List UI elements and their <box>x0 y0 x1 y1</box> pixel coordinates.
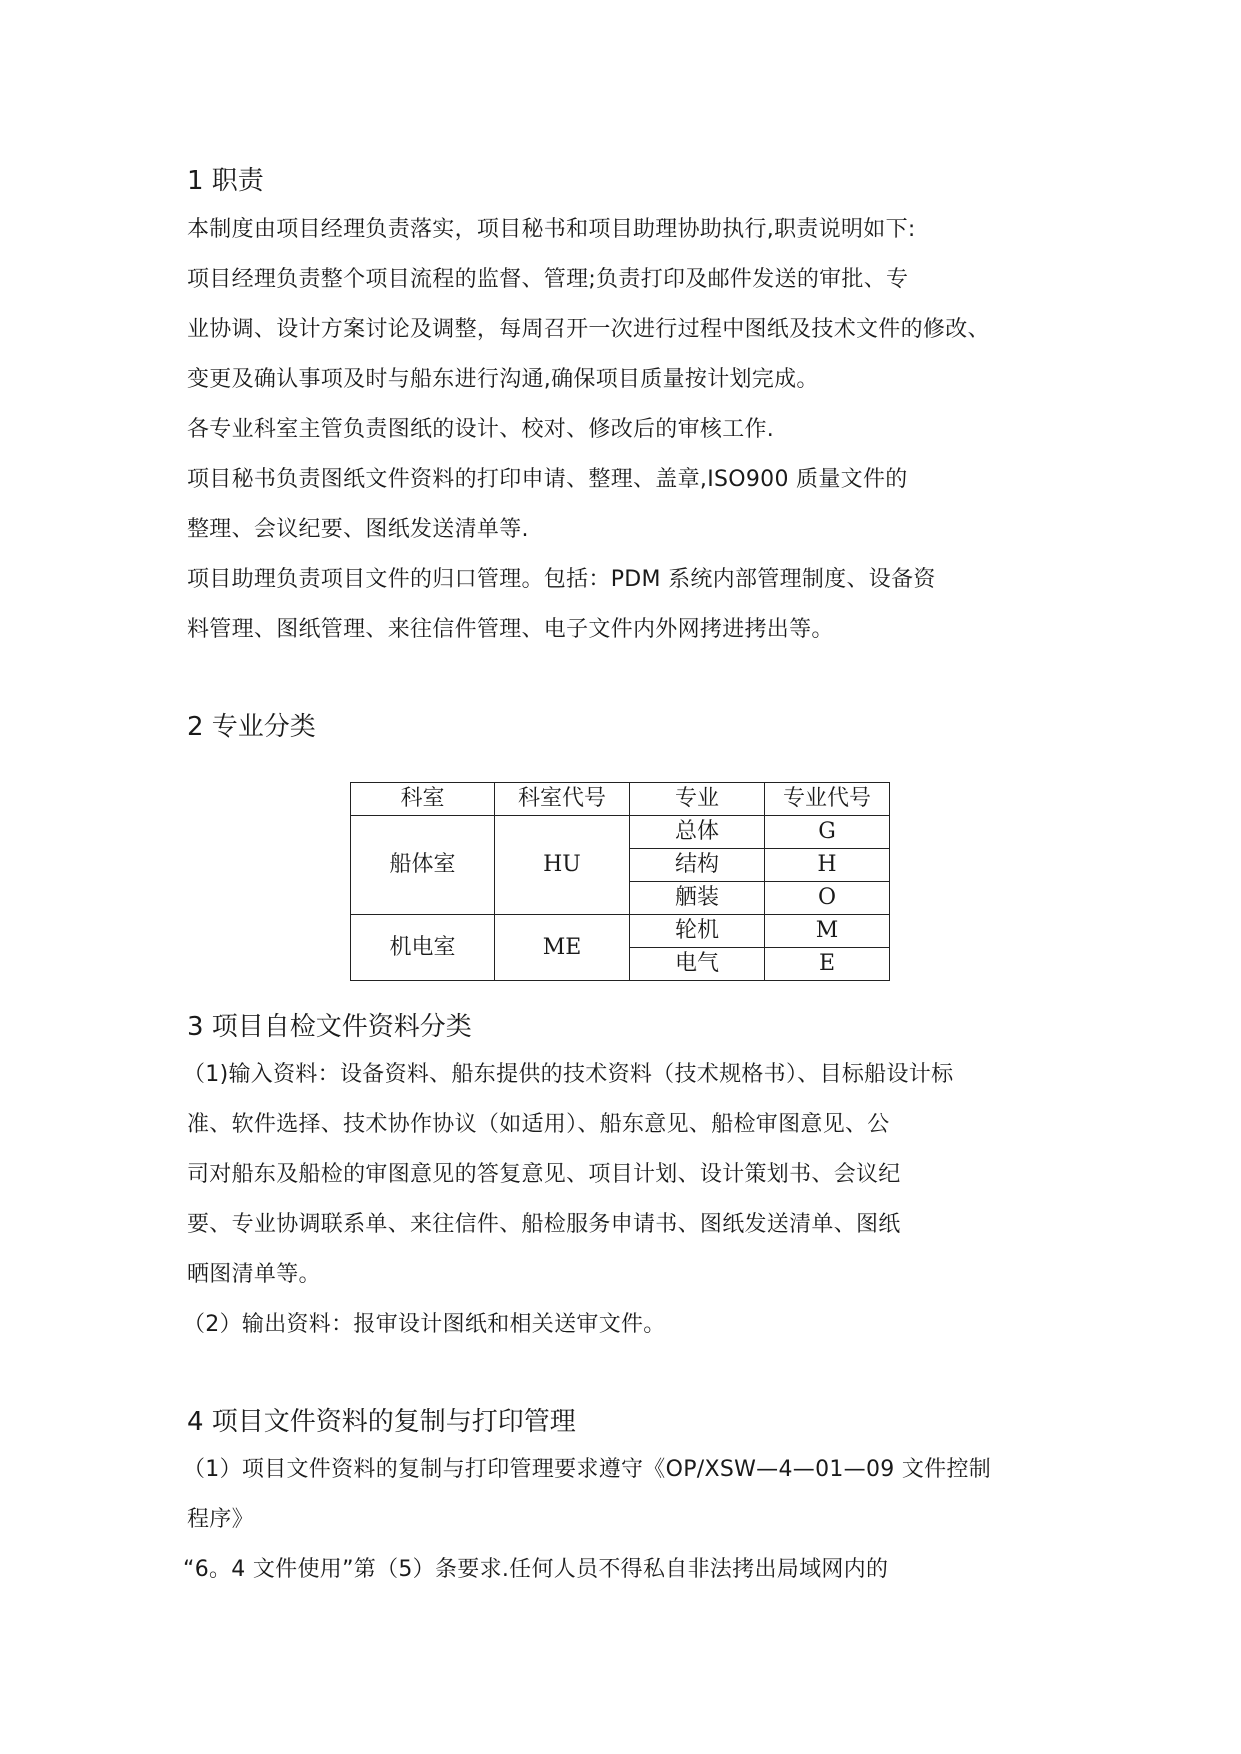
section-1-line: 整理、会议纪要、图纸发送清单等. <box>187 517 529 542</box>
table-header-cell: 专业 <box>630 783 765 816</box>
major-cell: 总体 <box>630 816 765 849</box>
dept-code-cell: HU <box>495 816 630 915</box>
table-row <box>351 816 890 849</box>
major-cell: 舾装 <box>630 882 765 915</box>
table-header-cell: 科室代号 <box>495 783 630 816</box>
section-3-line: （1)输入资料：设备资料、船东提供的技术资料（技术规格书）、目标船设计标 <box>183 1062 954 1087</box>
section-1-line: 项目秘书负责图纸文件资料的打印申请、整理、盖章,ISO900 质量文件的 <box>187 467 908 492</box>
section-3-line: （2）输出资料：报审设计图纸和相关送审文件。 <box>183 1312 666 1337</box>
table-header-cell: 专业代号 <box>765 783 890 816</box>
section-3-line: 晒图清单等。 <box>187 1262 321 1287</box>
table-row <box>351 915 890 948</box>
section-3-heading: 3 项目自检文件资料分类 <box>187 1012 472 1042</box>
specialty-classification-table <box>350 782 890 981</box>
section-1-line: 项目经理负责整个项目流程的监督、管理;负责打印及邮件发送的审批、专 <box>187 267 909 292</box>
major-code-cell: E <box>765 948 890 981</box>
section-1-line: 变更及确认事项及时与船东进行沟通,确保项目质量按计划完成。 <box>187 367 819 392</box>
section-2-heading: 2 专业分类 <box>187 712 316 742</box>
dept-cell: 机电室 <box>351 915 495 981</box>
section-4-line: 程序》 <box>187 1507 254 1532</box>
major-code-cell: G <box>765 816 890 849</box>
major-code-cell: H <box>765 849 890 882</box>
section-4-line: “6。4 文件使用”第（5）条要求.任何人员不得私自非法拷出局域网内的 <box>183 1557 889 1582</box>
dept-code-cell: ME <box>495 915 630 981</box>
table-header-cell: 科室 <box>351 783 495 816</box>
section-1-line: 各专业科室主管负责图纸的设计、校对、修改后的审核工作. <box>187 417 775 442</box>
major-code-cell: O <box>765 882 890 915</box>
section-4-heading: 4 项目文件资料的复制与打印管理 <box>187 1407 576 1437</box>
major-code-cell: M <box>765 915 890 948</box>
dept-cell: 船体室 <box>351 816 495 915</box>
section-1-line: 项目助理负责项目文件的归口管理。包括：PDM 系统内部管理制度、设备资 <box>187 567 936 592</box>
section-3-line: 要、专业协调联系单、来往信件、船检服务申请书、图纸发送清单、图纸 <box>187 1212 901 1237</box>
table-header-row <box>351 783 890 816</box>
section-1-heading: 1 职责 <box>187 166 264 196</box>
major-cell: 电气 <box>630 948 765 981</box>
major-cell: 结构 <box>630 849 765 882</box>
section-4-line: （1）项目文件资料的复制与打印管理要求遵守《OP/XSW—4—01—09 文件控制 <box>183 1457 992 1482</box>
major-cell: 轮机 <box>630 915 765 948</box>
section-1-line: 业协调、设计方案讨论及调整，每周召开一次进行过程中图纸及技术文件的修改、 <box>187 317 990 342</box>
section-3-line: 准、软件选择、技术协作协议（如适用）、船东意见、船检审图意见、公 <box>187 1112 890 1137</box>
section-1-line: 本制度由项目经理负责落实，项目秘书和项目助理协助执行,职责说明如下: <box>187 217 916 242</box>
section-1-line: 料管理、图纸管理、来往信件管理、电子文件内外网拷进拷出等。 <box>187 617 834 642</box>
section-3-line: 司对船东及船检的审图意见的答复意见、项目计划、设计策划书、会议纪 <box>187 1162 901 1187</box>
